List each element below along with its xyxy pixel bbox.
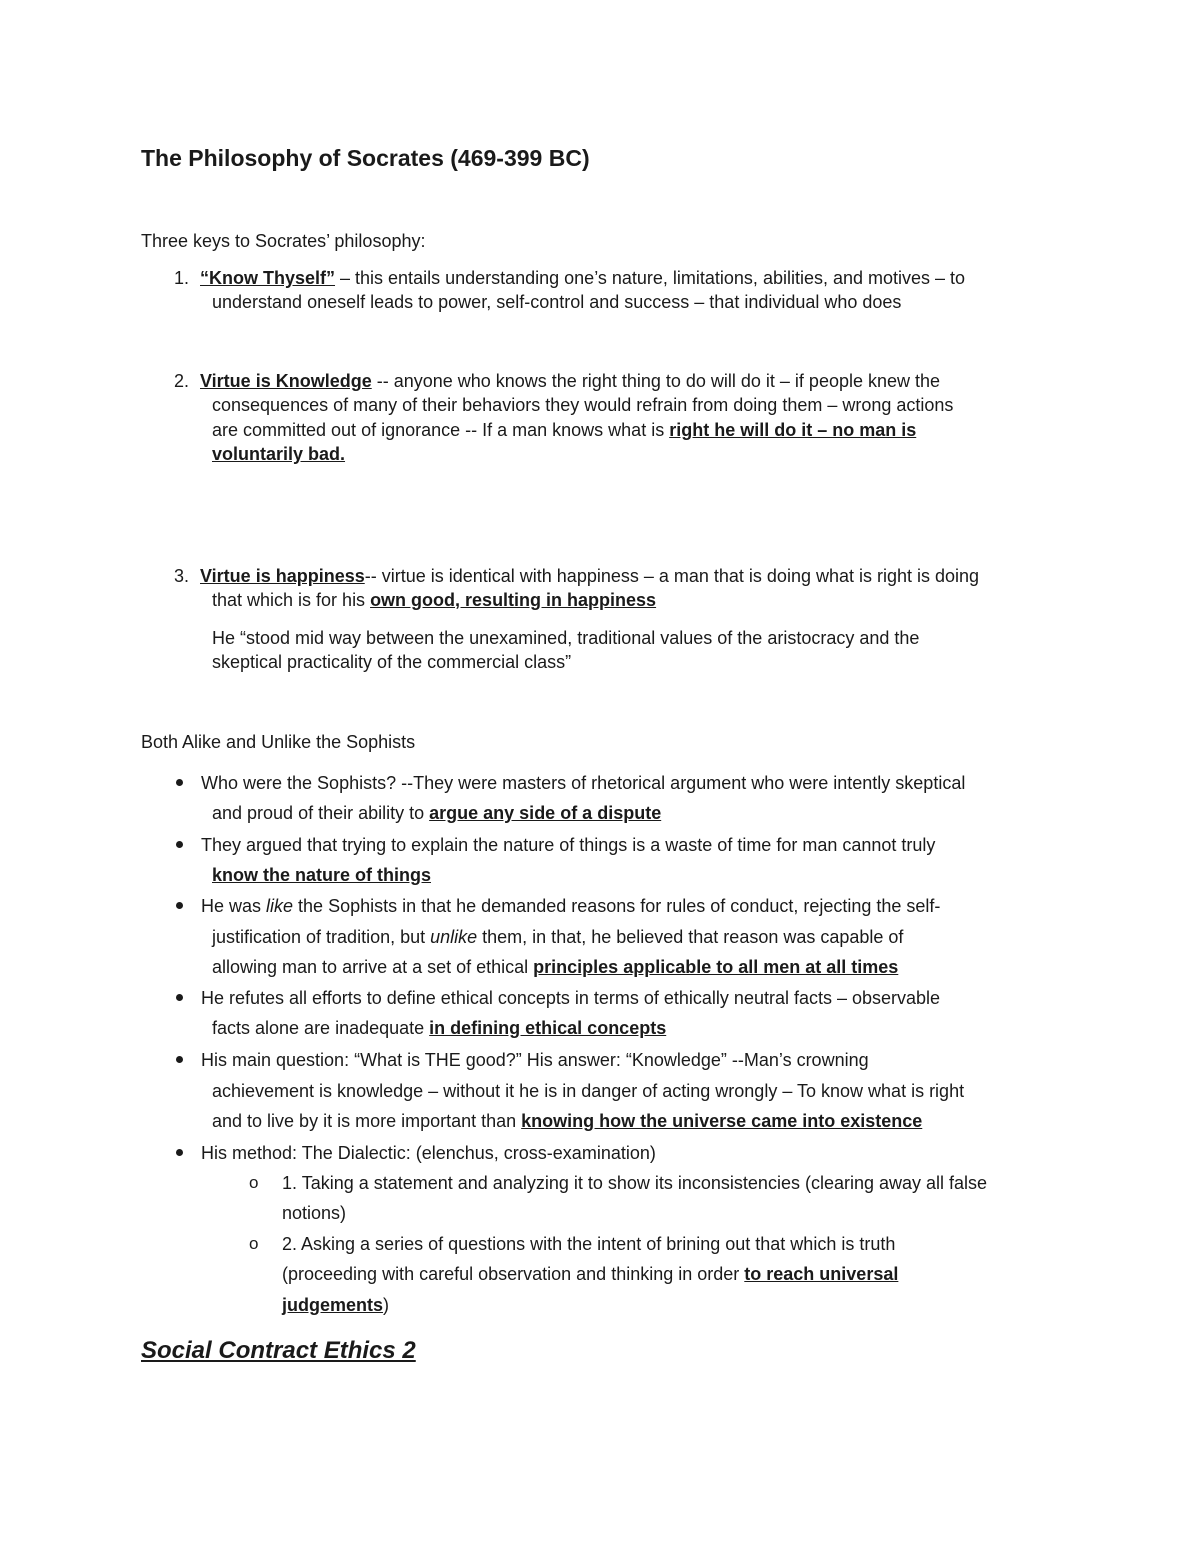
intro-text: Three keys to Socrates’ philosophy: xyxy=(141,231,426,251)
bullet-dot xyxy=(176,779,183,786)
bullet-dot xyxy=(176,994,183,1001)
sub-bullet-marker: o xyxy=(249,1173,259,1192)
subitem-1-line1: 1. Taking a statement and analyzing it to show its inconsistencies (clearing away all false xyxy=(282,1173,988,1193)
subitem-text: ) xyxy=(383,1295,390,1315)
sub-bullet-marker: o xyxy=(249,1234,259,1253)
bullet-italic: like xyxy=(266,896,294,916)
key-emphasis: right he will do it – no man is xyxy=(669,420,917,440)
list-number: 3. xyxy=(174,566,190,586)
sophists-heading: Both Alike and Unlike the Sophists xyxy=(141,732,416,752)
subitem-emphasis: judgements xyxy=(282,1295,384,1315)
key-2-line4: voluntarily bad. xyxy=(212,444,346,464)
subitem-1-line2: notions) xyxy=(282,1203,347,1223)
bullet-3-line2 xyxy=(212,925,903,949)
bullet-emphasis: argue any side of a dispute xyxy=(429,803,662,823)
bullet-6-line1: His method: The Dialectic: (elenchus, cross-examination) xyxy=(201,1143,656,1163)
key-text: – this entails understanding one’s nature, limitations, abilities, and motives – to xyxy=(335,268,966,288)
bullet-1-line1: Who were the Sophists? --They were masters of rhetorical argument who were intently skeptical xyxy=(201,773,966,793)
subitem-text: (proceeding with careful observation and thinking in order xyxy=(282,1264,745,1284)
bullet-emphasis: in defining ethical concepts xyxy=(429,1018,667,1038)
bullet-4-line2 xyxy=(212,1016,666,1040)
quote-line2: skeptical practicality of the commercial class” xyxy=(212,652,572,672)
key-text: -- virtue is identical with happiness – a man that is doing what is right is doing xyxy=(364,566,980,586)
key-3-line2 xyxy=(212,588,656,612)
key-text: are committed out of ignorance -- If a man knows what is xyxy=(212,420,670,440)
bullet-3-line1 xyxy=(201,894,940,918)
bullet-text: them, in that, he believed that reason was capable of xyxy=(477,927,904,947)
bullet-emphasis: principles applicable to all men at all times xyxy=(533,957,899,977)
list-number: 2. xyxy=(174,371,190,391)
bullet-italic: unlike xyxy=(430,927,478,947)
bullet-5-line3 xyxy=(212,1109,922,1133)
bullet-5-line1: His main question: “What is THE good?” His answer: “Knowledge” --Man’s crowning xyxy=(201,1050,869,1070)
bullet-text: justification of tradition, but xyxy=(212,927,431,947)
subitem-2-line2 xyxy=(282,1262,898,1286)
quote-line1: He “stood mid way between the unexamined, traditional values of the aristocracy and the xyxy=(212,628,920,648)
key-2-line1 xyxy=(200,369,940,393)
bullet-4-line1: He refutes all efforts to define ethical concepts in terms of ethically neutral facts – observable xyxy=(201,988,941,1008)
page-title: The Philosophy of Socrates (469-399 BC) xyxy=(141,145,590,171)
key-text: -- anyone who knows the right thing to do will do it – if people knew the xyxy=(371,371,941,391)
bullet-1-line2 xyxy=(212,801,661,825)
key-2-line3 xyxy=(212,418,916,442)
bullet-text: He was xyxy=(201,896,267,916)
bullet-text: allowing man to arrive at a set of ethical xyxy=(212,957,534,977)
bullet-dot xyxy=(176,1149,183,1156)
bullet-emphasis: knowing how the universe came into existence xyxy=(521,1111,923,1131)
key-1-line1 xyxy=(200,266,965,290)
section-heading: Social Contract Ethics 2 xyxy=(141,1337,416,1364)
subitem-2-line1: 2. Asking a series of questions with the intent of brining out that which is truth xyxy=(282,1234,896,1254)
subitem-emphasis: to reach universal xyxy=(744,1264,899,1284)
bullet-dot xyxy=(176,841,183,848)
key-term: “Know Thyself” xyxy=(200,268,336,288)
key-text: that which is for his xyxy=(212,590,371,610)
list-number: 1. xyxy=(174,268,190,288)
key-term: Virtue is Knowledge xyxy=(200,371,372,391)
bullet-dot xyxy=(176,902,183,909)
subitem-2-line3 xyxy=(282,1293,389,1317)
bullet-2-line2: know the nature of things xyxy=(212,865,431,885)
bullet-5-line2: achievement is knowledge – without it he is in danger of acting wrongly – To know what is right xyxy=(212,1081,965,1101)
bullet-3-line3 xyxy=(212,955,898,979)
bullet-2-line1: They argued that trying to explain the nature of things is a waste of time for man cannot truly xyxy=(201,835,936,855)
bullet-text: facts alone are inadequate xyxy=(212,1018,430,1038)
key-3-line1 xyxy=(200,564,979,588)
bullet-text: and to live by it is more important than xyxy=(212,1111,522,1131)
bullet-text: and proud of their ability to xyxy=(212,803,430,823)
bullet-text: the Sophists in that he demanded reasons for rules of conduct, rejecting the self- xyxy=(293,896,941,916)
key-1-line2: understand oneself leads to power, self-control and success – that individual who does xyxy=(212,292,902,312)
key-term: Virtue is happiness xyxy=(200,566,365,586)
bullet-dot xyxy=(176,1056,183,1063)
key-emphasis: own good, resulting in happiness xyxy=(370,590,657,610)
key-2-line2: consequences of many of their behaviors they would refrain from doing them – wrong actions xyxy=(212,395,954,415)
